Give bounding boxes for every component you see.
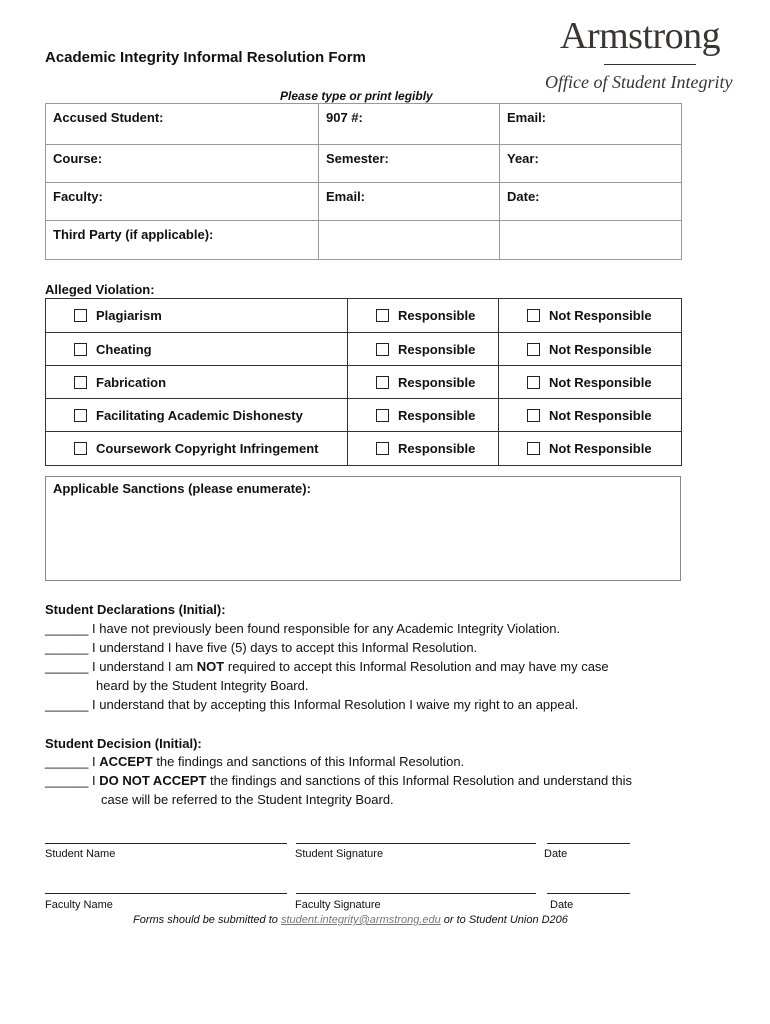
declaration-3-continued: heard by the Student Integrity Board.: [96, 678, 309, 693]
not-responsible-option-cell: [498, 431, 682, 466]
info-label: Email:: [507, 110, 547, 125]
option-label: Responsible: [398, 375, 476, 390]
violation-option[interactable]: [74, 408, 303, 423]
not-responsible-option-cell: [498, 398, 682, 432]
initial-blank: ______: [45, 621, 89, 636]
declaration-text: I understand I am: [92, 659, 197, 674]
option-label: Responsible: [398, 441, 476, 456]
sanctions-field[interactable]: [45, 476, 681, 581]
footer-text: Forms should be submitted to: [133, 914, 281, 926]
not-responsible-option[interactable]: [527, 342, 652, 357]
responsible-option-cell: [347, 398, 499, 432]
instruction-text: Please type or print legibly: [280, 89, 433, 103]
info-label: 907 #:: [326, 110, 363, 125]
not-responsible-option[interactable]: [527, 308, 652, 323]
info-label: Year:: [507, 151, 539, 166]
info-cell[interactable]: [45, 103, 319, 145]
declaration-text: I understand that by accepting this Informal Resolution I waive my right to an appeal.: [92, 697, 579, 712]
not-responsible-option[interactable]: [527, 375, 652, 390]
faculty-signature-line[interactable]: [296, 893, 536, 894]
checkbox[interactable]: [376, 442, 389, 455]
option-label: Not Responsible: [549, 441, 652, 456]
footer-note: [133, 914, 568, 926]
declaration-text: I have not previously been found responsible for any Academic Integrity Violation.: [92, 621, 561, 636]
decision-text: I: [92, 754, 100, 769]
option-label: Facilitating Academic Dishonesty: [96, 408, 303, 423]
violation-option-cell: [45, 365, 348, 399]
violation-option[interactable]: [74, 342, 152, 357]
faculty-name-line[interactable]: [45, 893, 287, 894]
logo-name: Armstrong: [560, 15, 721, 57]
info-cell[interactable]: [318, 103, 500, 145]
responsible-option[interactable]: [376, 342, 475, 357]
checkbox[interactable]: [376, 409, 389, 422]
not-responsible-option-cell: [498, 365, 682, 399]
decision-emphasis: ACCEPT: [99, 754, 153, 769]
responsible-option[interactable]: [376, 308, 475, 323]
student-name-label: Student Name: [45, 848, 116, 860]
checkbox[interactable]: [74, 442, 87, 455]
initial-blank: ______: [45, 640, 89, 655]
decision-text: I: [92, 773, 100, 788]
faculty-name-label: Faculty Name: [45, 899, 113, 911]
info-label: Semester:: [326, 151, 389, 166]
form-title: Academic Integrity Informal Resolution Form: [45, 49, 366, 66]
info-cell[interactable]: [499, 220, 682, 260]
responsible-option[interactable]: [376, 408, 475, 423]
student-signature-label: Student Signature: [295, 848, 384, 860]
footer-text: or to Student Union D206: [440, 914, 568, 926]
initial-blank: ______: [45, 773, 89, 788]
info-label: Faculty:: [53, 189, 103, 204]
checkbox[interactable]: [527, 309, 540, 322]
decision-accept[interactable]: [45, 754, 464, 769]
responsible-option[interactable]: [376, 375, 475, 390]
not-responsible-option-cell: [498, 298, 682, 333]
student-date-line[interactable]: [547, 843, 630, 844]
option-label: Responsible: [398, 342, 476, 357]
decision-not-accept[interactable]: [45, 773, 632, 788]
option-label: Cheating: [96, 342, 152, 357]
checkbox[interactable]: [527, 442, 540, 455]
declaration-3[interactable]: [45, 659, 609, 674]
option-label: Plagiarism: [96, 308, 162, 323]
info-label: Accused Student:: [53, 110, 164, 125]
checkbox[interactable]: [376, 309, 389, 322]
initial-blank: ______: [45, 659, 89, 674]
info-cell[interactable]: [45, 220, 319, 260]
decision-continued: case will be referred to the Student Integrity Board.: [101, 792, 394, 807]
info-cell[interactable]: [318, 182, 500, 221]
declarations-heading: Student Declarations (Initial):: [45, 602, 226, 617]
checkbox[interactable]: [527, 376, 540, 389]
info-cell[interactable]: [499, 182, 682, 221]
option-label: Responsible: [398, 308, 476, 323]
faculty-date-line[interactable]: [547, 893, 630, 894]
info-cell[interactable]: [45, 182, 319, 221]
violation-option-cell: [45, 398, 348, 432]
violation-option[interactable]: [74, 441, 318, 456]
checkbox[interactable]: [74, 309, 87, 322]
logo-divider: [604, 64, 696, 65]
alleged-violation-label: Alleged Violation:: [45, 282, 155, 297]
faculty-signature-label: Faculty Signature: [295, 899, 381, 911]
sanctions-label: Applicable Sanctions (please enumerate):: [53, 481, 311, 496]
responsible-option-cell: [347, 431, 499, 466]
option-label: Not Responsible: [549, 375, 652, 390]
logo-subtitle: Office of Student Integrity: [545, 72, 733, 92]
option-label: Not Responsible: [549, 408, 652, 423]
option-label: Fabrication: [96, 375, 167, 390]
decision-text: the findings and sanctions of this Informal Resolution and understand this: [206, 773, 633, 788]
info-label: Email:: [326, 189, 366, 204]
option-label: Not Responsible: [549, 342, 652, 357]
student-signature-line[interactable]: [296, 843, 536, 844]
option-label: Responsible: [398, 408, 476, 423]
checkbox[interactable]: [74, 376, 87, 389]
not-responsible-option-cell: [498, 332, 682, 366]
checkbox[interactable]: [527, 409, 540, 422]
decision-heading: Student Decision (Initial):: [45, 736, 202, 751]
responsible-option-cell: [347, 365, 499, 399]
responsible-option-cell: [347, 298, 499, 333]
declaration-1[interactable]: [45, 621, 560, 636]
not-responsible-option[interactable]: [527, 441, 652, 456]
student-date-label: Date: [544, 848, 568, 860]
checkbox[interactable]: [527, 343, 540, 356]
checkbox[interactable]: [74, 409, 87, 422]
violation-option-cell: [45, 332, 348, 366]
declaration-text: I understand I have five (5) days to accept this Informal Resolution.: [92, 640, 478, 655]
decision-emphasis: DO NOT ACCEPT: [99, 773, 207, 788]
declaration-emphasis: NOT: [196, 659, 225, 674]
option-label: Not Responsible: [549, 308, 652, 323]
info-label: Date:: [507, 189, 540, 204]
info-cell[interactable]: [318, 220, 500, 260]
declaration-2[interactable]: [45, 640, 477, 655]
checkbox[interactable]: [376, 343, 389, 356]
email-link[interactable]: student.integrity@armstrong.edu: [280, 914, 441, 926]
info-cell[interactable]: [499, 103, 682, 145]
info-cell[interactable]: [45, 144, 319, 183]
info-cell[interactable]: [318, 144, 500, 183]
info-label: Third Party (if applicable):: [53, 227, 214, 242]
declaration-4[interactable]: [45, 697, 578, 712]
checkbox[interactable]: [74, 343, 87, 356]
declaration-text: required to accept this Informal Resolution and may have my case: [224, 659, 609, 674]
violation-option[interactable]: [74, 375, 166, 390]
info-label: Course:: [53, 151, 103, 166]
checkbox[interactable]: [376, 376, 389, 389]
not-responsible-option[interactable]: [527, 408, 652, 423]
violation-option-cell: [45, 298, 348, 333]
violation-option-cell: [45, 431, 348, 466]
option-label: Coursework Copyright Infringement: [96, 441, 319, 456]
info-cell[interactable]: [499, 144, 682, 183]
responsible-option-cell: [347, 332, 499, 366]
initial-blank: ______: [45, 697, 89, 712]
initial-blank: ______: [45, 754, 89, 769]
violation-option[interactable]: [74, 308, 162, 323]
decision-text: the findings and sanctions of this Informal Resolution.: [152, 754, 465, 769]
responsible-option[interactable]: [376, 441, 475, 456]
faculty-date-label: Date: [550, 899, 574, 911]
student-name-line[interactable]: [45, 843, 287, 844]
